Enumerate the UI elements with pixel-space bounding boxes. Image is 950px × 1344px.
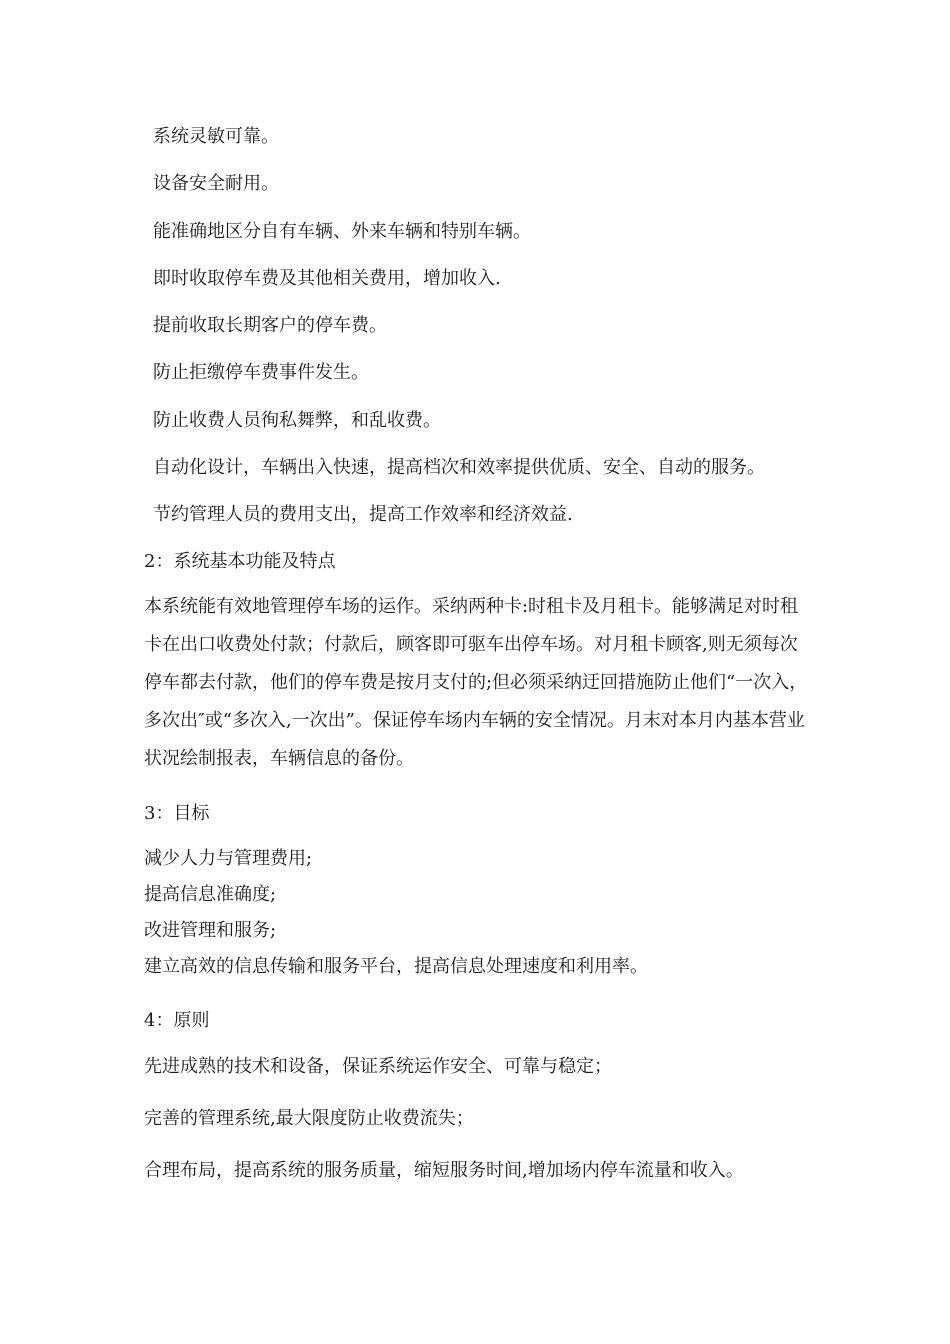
goal-item: 提高信息准确度; xyxy=(144,884,277,905)
feature-item: 设备安全耐用。 xyxy=(153,173,279,195)
section-3 xyxy=(144,801,814,827)
section-2-paragraph: 本系统能有效地管理停车场的运作。采纳两种卡:时租卡及月租卡。能够满足对时租卡在出口收费处付款；付款后，顾客即可驱车出停车场。对月租卡顾客,则无须每次停车都去付款，他们的停车费是按月支付的;但必须采纳迂回措施防止他们“一次入，多次出″或“多次入,一次出”。保证停车场内车辆的安全情况。月末对本月内基本营业状况绘制报表，车辆信息的备份。 xyxy=(144,596,808,769)
feature-item: 自动化设计，车辆出入快速，提高档次和效率提供优质、安全、自动的服务。 xyxy=(153,457,765,479)
feature-item: 节约管理人员的费用支出，提高工作效率和经济效益. xyxy=(153,504,573,526)
feature-item: 防止拒缴停车费事件发生。 xyxy=(153,362,369,384)
feature-item: 提前收取长期客户的停车费。 xyxy=(153,315,387,337)
feature-list xyxy=(153,124,873,550)
goal-item: 减少人力与管理费用; xyxy=(144,848,313,869)
principle-item: 先进成熟的技术和设备，保证系统运作安全、可靠与稳定； xyxy=(144,1056,612,1077)
section-heading: 3：目标 xyxy=(144,803,210,824)
feature-item: 系统灵敏可靠。 xyxy=(153,126,279,147)
goal-item: 改进管理和服务; xyxy=(144,920,277,941)
section-2 xyxy=(144,549,814,575)
feature-item: 防止收费人员徇私舞弊，和乱收费。 xyxy=(153,409,441,431)
feature-item: 即时收取停车费及其他相关费用，增加收入. xyxy=(153,267,501,289)
feature-item: 能准确地区分自有车辆、外来车辆和特别车辆。 xyxy=(153,220,531,242)
principle-item: 合理布局，提高系统的服务质量，缩短服务时间,增加场内停车流量和收入。 xyxy=(144,1160,744,1181)
principle-item: 完善的管理系统,最大限度防止收费流失； xyxy=(144,1108,474,1129)
goal-item: 建立高效的信息传输和服务平台，提高信息处理速度和利用率。 xyxy=(144,956,648,977)
principles-list xyxy=(144,1054,814,1210)
section-heading: 2：系统基本功能及特点 xyxy=(144,551,336,572)
section-heading: 4：原则 xyxy=(144,1010,210,1031)
goals-list xyxy=(144,841,814,985)
section-4 xyxy=(144,1008,814,1034)
